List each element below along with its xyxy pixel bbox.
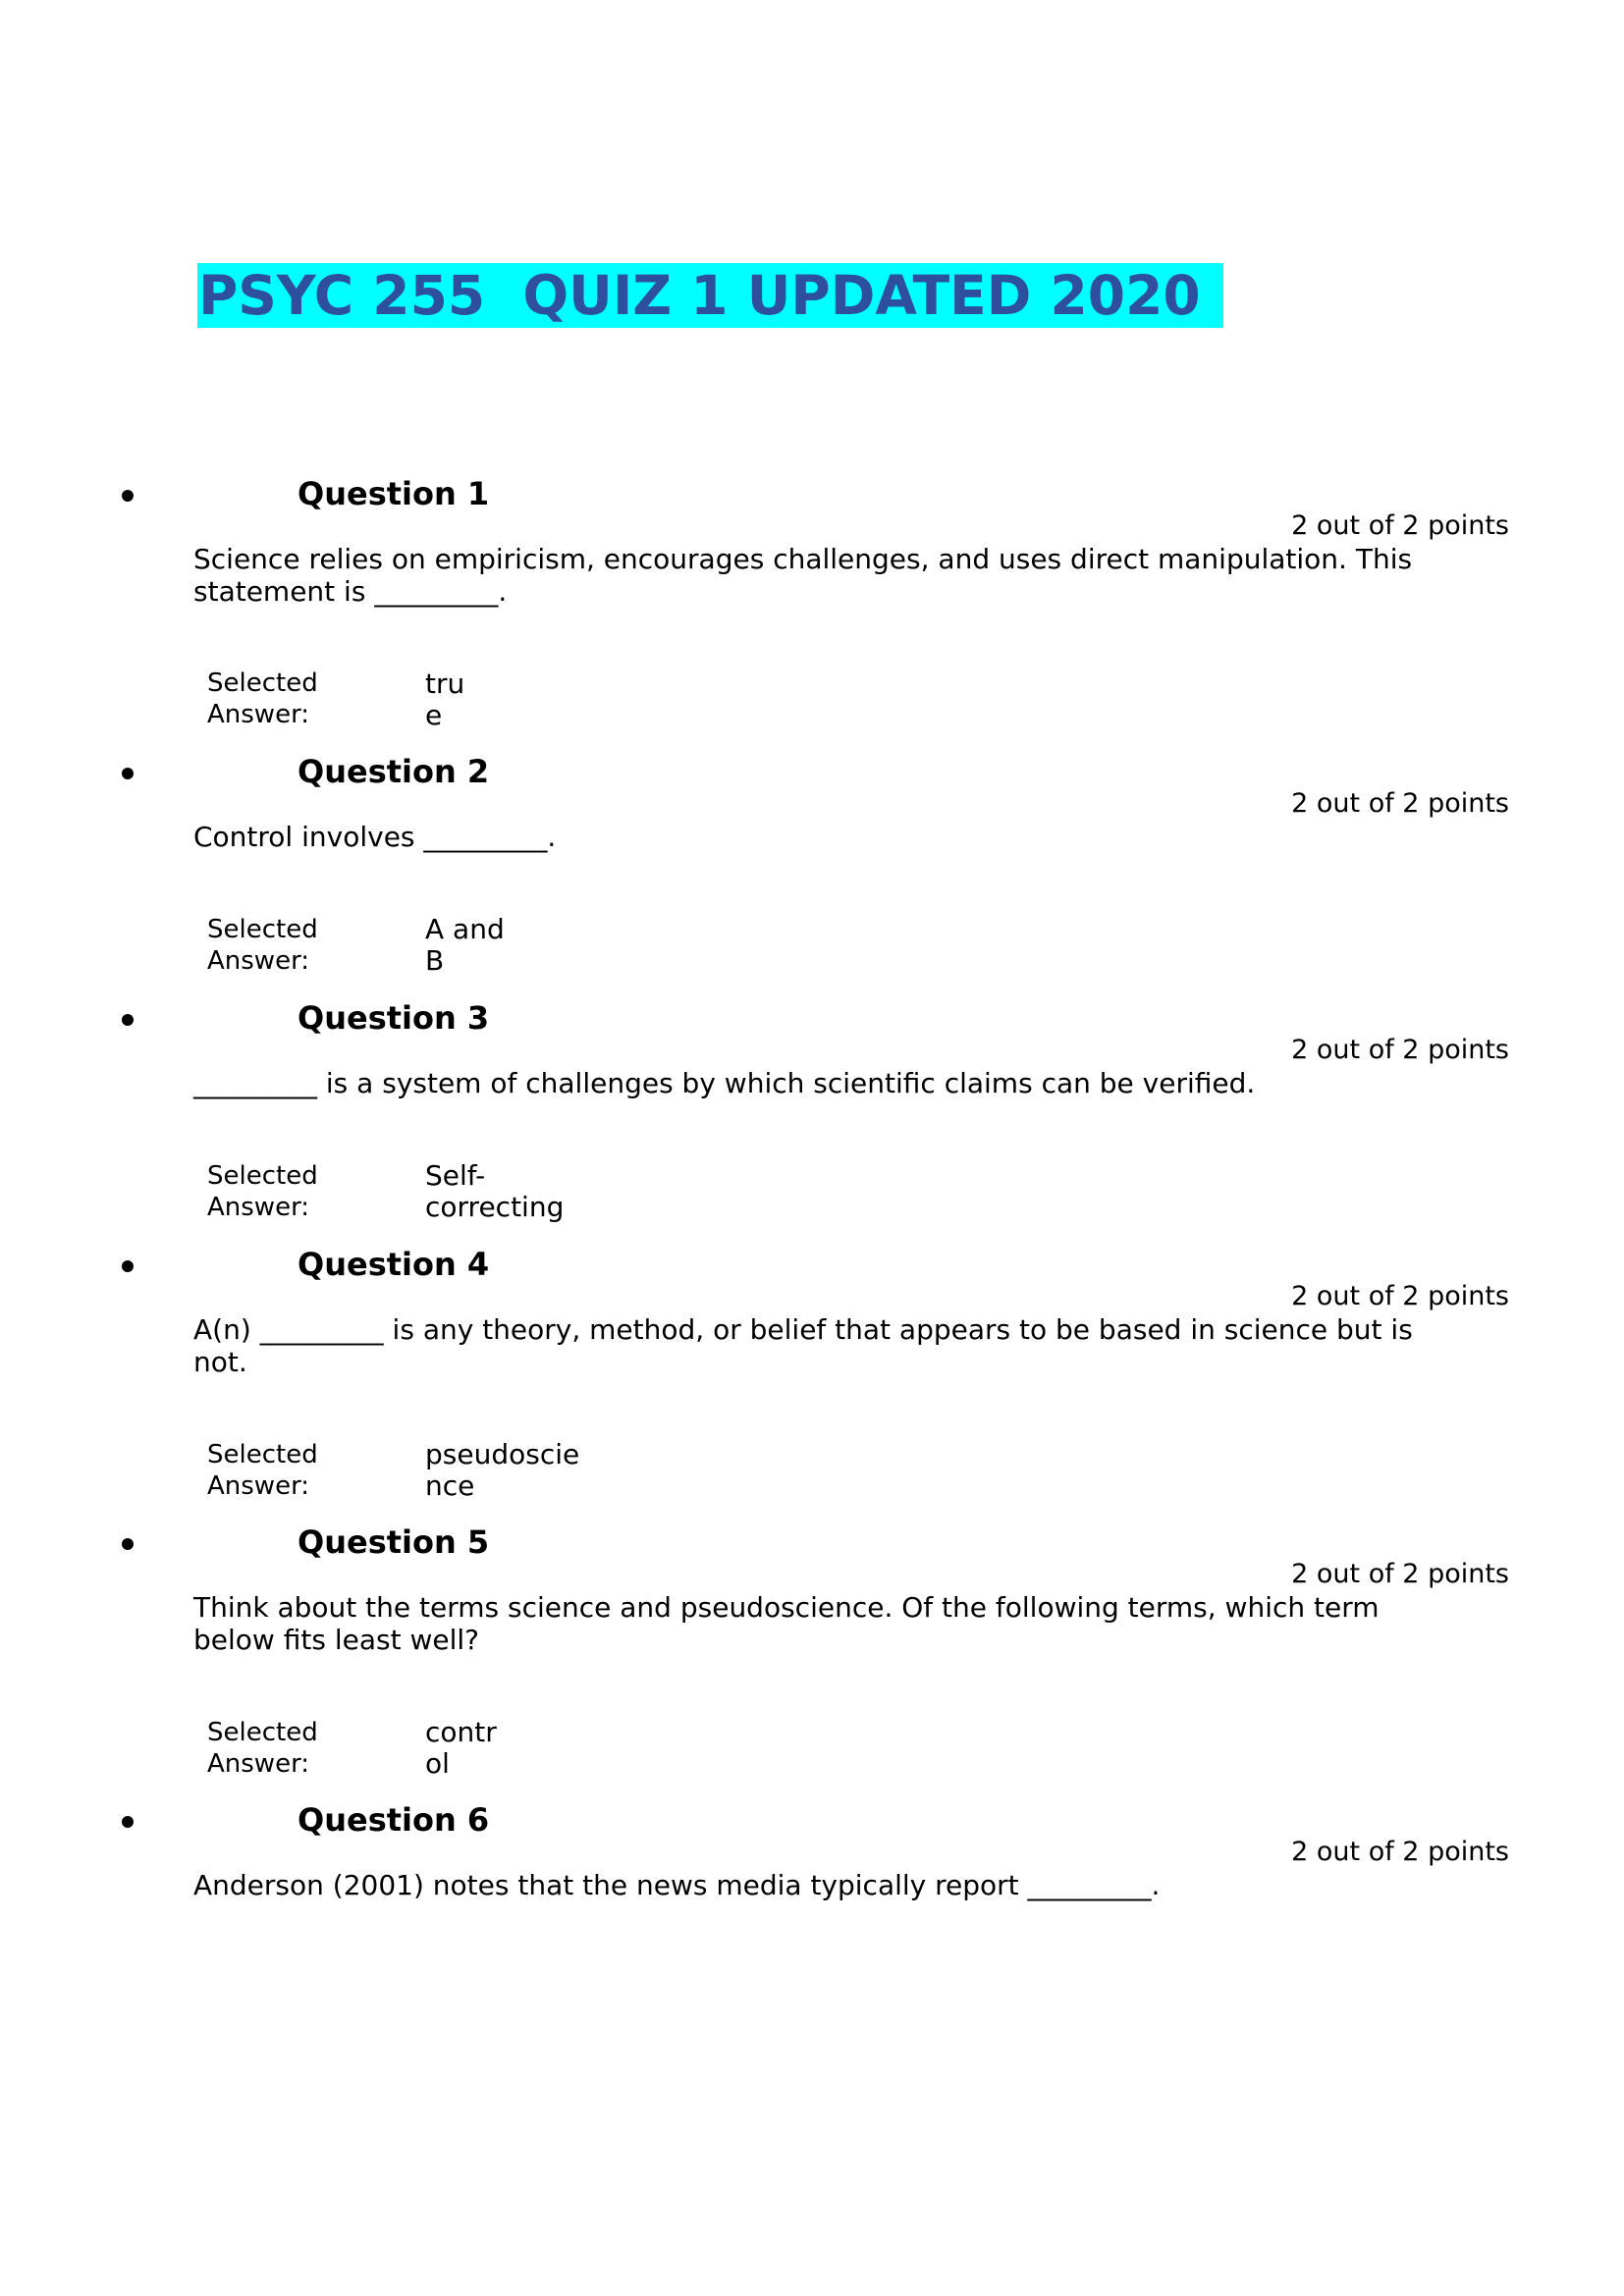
bullet-icon (122, 490, 134, 502)
selected-answer-value: Self-correcting (425, 1159, 565, 1223)
question-title: Question 1 (298, 475, 490, 512)
question-title: Question 5 (298, 1523, 490, 1561)
question-text: Control involves _________. (193, 821, 557, 853)
question-points: 2 out of 2 points (1291, 1559, 1509, 1589)
selected-answer-value: A and B (425, 913, 505, 977)
bullet-icon (122, 1538, 134, 1550)
question-points: 2 out of 2 points (1291, 1837, 1509, 1867)
selected-answer-label: Selected Answer: (207, 1161, 318, 1222)
question-title: Question 4 (298, 1246, 490, 1283)
question-points: 2 out of 2 points (1291, 788, 1509, 819)
selected-answer-value: pseudoscience (425, 1438, 580, 1502)
bullet-icon (122, 1260, 134, 1272)
selected-answer-value: true (425, 667, 465, 731)
question-text: _________ is a system of challenges by which scientific claims can be verified. (193, 1067, 1256, 1099)
bullet-icon (122, 768, 134, 779)
question-points: 2 out of 2 points (1291, 1035, 1509, 1065)
question-text: Science relies on empiricism, encourages challenges, and uses direct manipulation. This statement is _________. (193, 543, 1413, 608)
selected-answer-label: Selected Answer: (207, 1440, 318, 1501)
question-points: 2 out of 2 points (1291, 510, 1509, 541)
selected-answer-label: Selected Answer: (207, 915, 318, 976)
bullet-icon (122, 1816, 134, 1828)
selected-answer-label: Selected Answer: (207, 668, 318, 729)
question-text: Think about the terms science and pseudoscience. Of the following terms, which term below fits least well? (193, 1591, 1380, 1656)
question-text: A(n) _________ is any theory, method, or belief that appears to be based in science but is not. (193, 1313, 1413, 1378)
document-title: PSYC 255 QUIZ 1 UPDATED 2020 (197, 263, 1223, 328)
question-text: Anderson (2001) notes that the news media typically report _________. (193, 1869, 1161, 1901)
question-title: Question 6 (298, 1801, 490, 1839)
selected-answer-label: Selected Answer: (207, 1718, 318, 1779)
question-points: 2 out of 2 points (1291, 1281, 1509, 1311)
selected-answer-value: control (425, 1716, 497, 1780)
bullet-icon (122, 1014, 134, 1026)
question-title: Question 2 (298, 753, 490, 790)
question-title: Question 3 (298, 999, 490, 1037)
